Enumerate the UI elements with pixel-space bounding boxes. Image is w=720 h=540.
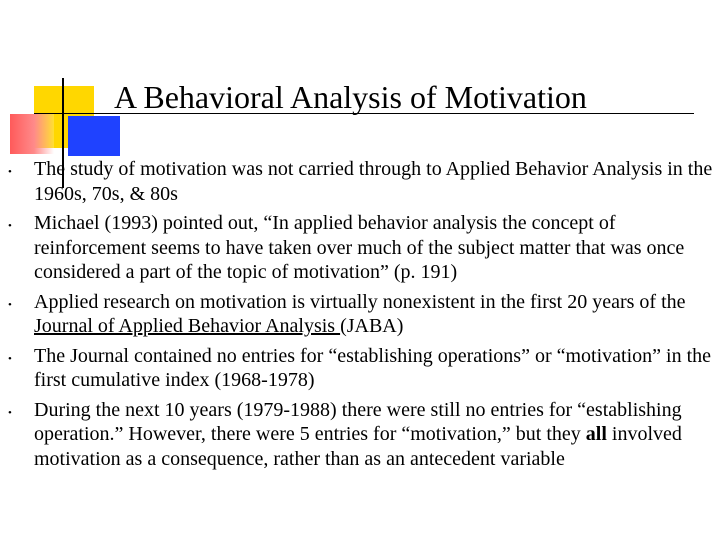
bullet-item xyxy=(0,211,716,285)
bullet-icon: • xyxy=(8,166,12,178)
bullet-icon: • xyxy=(8,298,12,311)
bullet-text: Michael (1993) pointed out, “In applied behavior analysis the concept of reinforcement seems to have taken over much of the subject matter that was once considered a part of the topic of motivation” (p. 191) xyxy=(34,212,685,283)
decorative-red-square xyxy=(10,114,54,154)
bullet-item xyxy=(0,344,716,393)
bullet-text-part: involved motivation as a consequence, rather than as an antecedent variable xyxy=(34,423,682,470)
bullet-text-part: Applied research on motivation is virtually nonexistent in the first 20 years of the xyxy=(34,290,686,313)
bullet-item xyxy=(0,290,716,339)
bold-emphasis: all xyxy=(585,423,607,445)
bullet-text-part: During the next 10 years (1979-1988) there were still no entries for “establishing operation.” However, there were 5 entries for “motivation,” but they xyxy=(34,398,682,445)
bullet-icon: • xyxy=(8,352,12,365)
bullet-text: The Journal contained no entries for “establishing operations” or “motivation” in the first cumulative index (1968-1978) xyxy=(34,344,712,391)
bullet-text-part: (JABA) xyxy=(340,315,404,337)
bullet-item xyxy=(0,398,716,472)
bullet-icon: • xyxy=(8,406,12,419)
bullet-text: The study of motivation was not carried through to Applied Behavior Analysis in the 1960s, 70s, & 80s xyxy=(34,158,713,205)
bullet-item xyxy=(0,157,716,206)
bullet-text xyxy=(34,290,716,339)
bullet-list xyxy=(0,157,716,476)
journal-title-underlined: Journal of Applied Behavior Analysis xyxy=(34,315,341,337)
bullet-icon: • xyxy=(8,220,12,232)
bullet-text xyxy=(34,398,716,472)
decorative-blue-square xyxy=(68,116,120,156)
slide-title: A Behavioral Analysis of Motivation xyxy=(114,79,587,115)
